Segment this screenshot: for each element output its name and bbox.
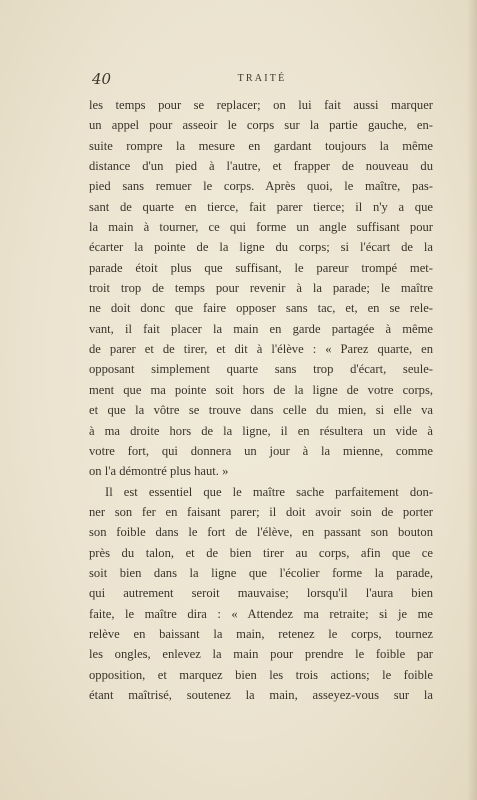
text-line: ne doit donc que faire opposer sans tac, et, en se rele-	[89, 301, 433, 316]
text-line: Il est essentiel que le maître sache parfaitement don-	[105, 484, 433, 499]
text-line: relève en baissant la main, retenez le corps, tournez	[89, 626, 433, 641]
text-line: la main à tourner, ce qui forme un angle suffisant pour	[89, 220, 433, 235]
page-edge-shadow	[467, 0, 477, 800]
text-line: vant, il fait placer la main en garde partagée à même	[89, 321, 433, 336]
text-line: son foible dans le fort de l'élève, en passant son bouton	[89, 525, 433, 540]
text-line: soit bien dans la ligne que l'écolier forme la parade,	[89, 565, 433, 580]
text-line: ner son fer en faisant parer; il doit avoir soin de porter	[89, 504, 433, 519]
text-line: pied sans remuer le corps. Après quoi, le maître, pas-	[89, 179, 433, 194]
body-text	[89, 95, 433, 705]
text-line: les ongles, enlevez la main pour prendre le foible par	[89, 647, 433, 662]
text-line: votre fort, qui donnera un jour à la mienne, comme	[89, 443, 433, 458]
text-line: distance d'un pied à l'autre, et frapper de nouveau du	[89, 159, 433, 174]
running-head: TRAITÉ	[237, 73, 287, 84]
text-line: parade étoit plus que suffisant, le pareur trompé met-	[89, 260, 433, 275]
text-line: suite rompre la mesure en gardant toujours la même	[89, 138, 433, 153]
text-line: sant de quarte en tierce, fait parer tierce; il n'y a que	[89, 199, 433, 214]
text-line: étant maîtrisé, soutenez la main, asseyez-vous sur la	[89, 687, 433, 702]
text-line: à ma droite hors de la ligne, il en résultera un vide à	[89, 423, 433, 438]
page-header	[92, 70, 432, 90]
text-line: écarter la pointe de la ligne du corps; si l'écart de la	[89, 240, 433, 255]
text-line: ment que ma pointe soit hors de la ligne de votre corps,	[89, 382, 433, 397]
text-line: un appel pour asseoir le corps sur la partie gauche, en-	[89, 118, 433, 133]
text-line: de parer et de tirer, et dit à l'élève : « Parez quarte, en	[89, 342, 433, 357]
text-line: les temps pour se replacer; on lui fait aussi marquer	[89, 98, 433, 112]
text-line: opposition, et marquez bien les trois actions; le foible	[89, 667, 433, 682]
page-number: 40	[92, 70, 112, 88]
text-line: qui autrement seroit mauvaise; lorsqu'il l'aura bien	[89, 586, 433, 601]
text-line: près du talon, et de bien tirer au corps, afin que ce	[89, 545, 433, 560]
text-line: et que la vôtre se trouve dans celle du mien, si elle va	[89, 403, 433, 418]
text-line: faite, le maître dira : « Attendez ma retraite; si je me	[89, 606, 433, 621]
text-line: opposant simplement quarte sans trop d'écart, seule-	[89, 362, 433, 377]
text-line: on l'a démontré plus haut. »	[89, 464, 229, 479]
text-line: troit trop de temps pour revenir à la parade; le maître	[89, 281, 433, 296]
